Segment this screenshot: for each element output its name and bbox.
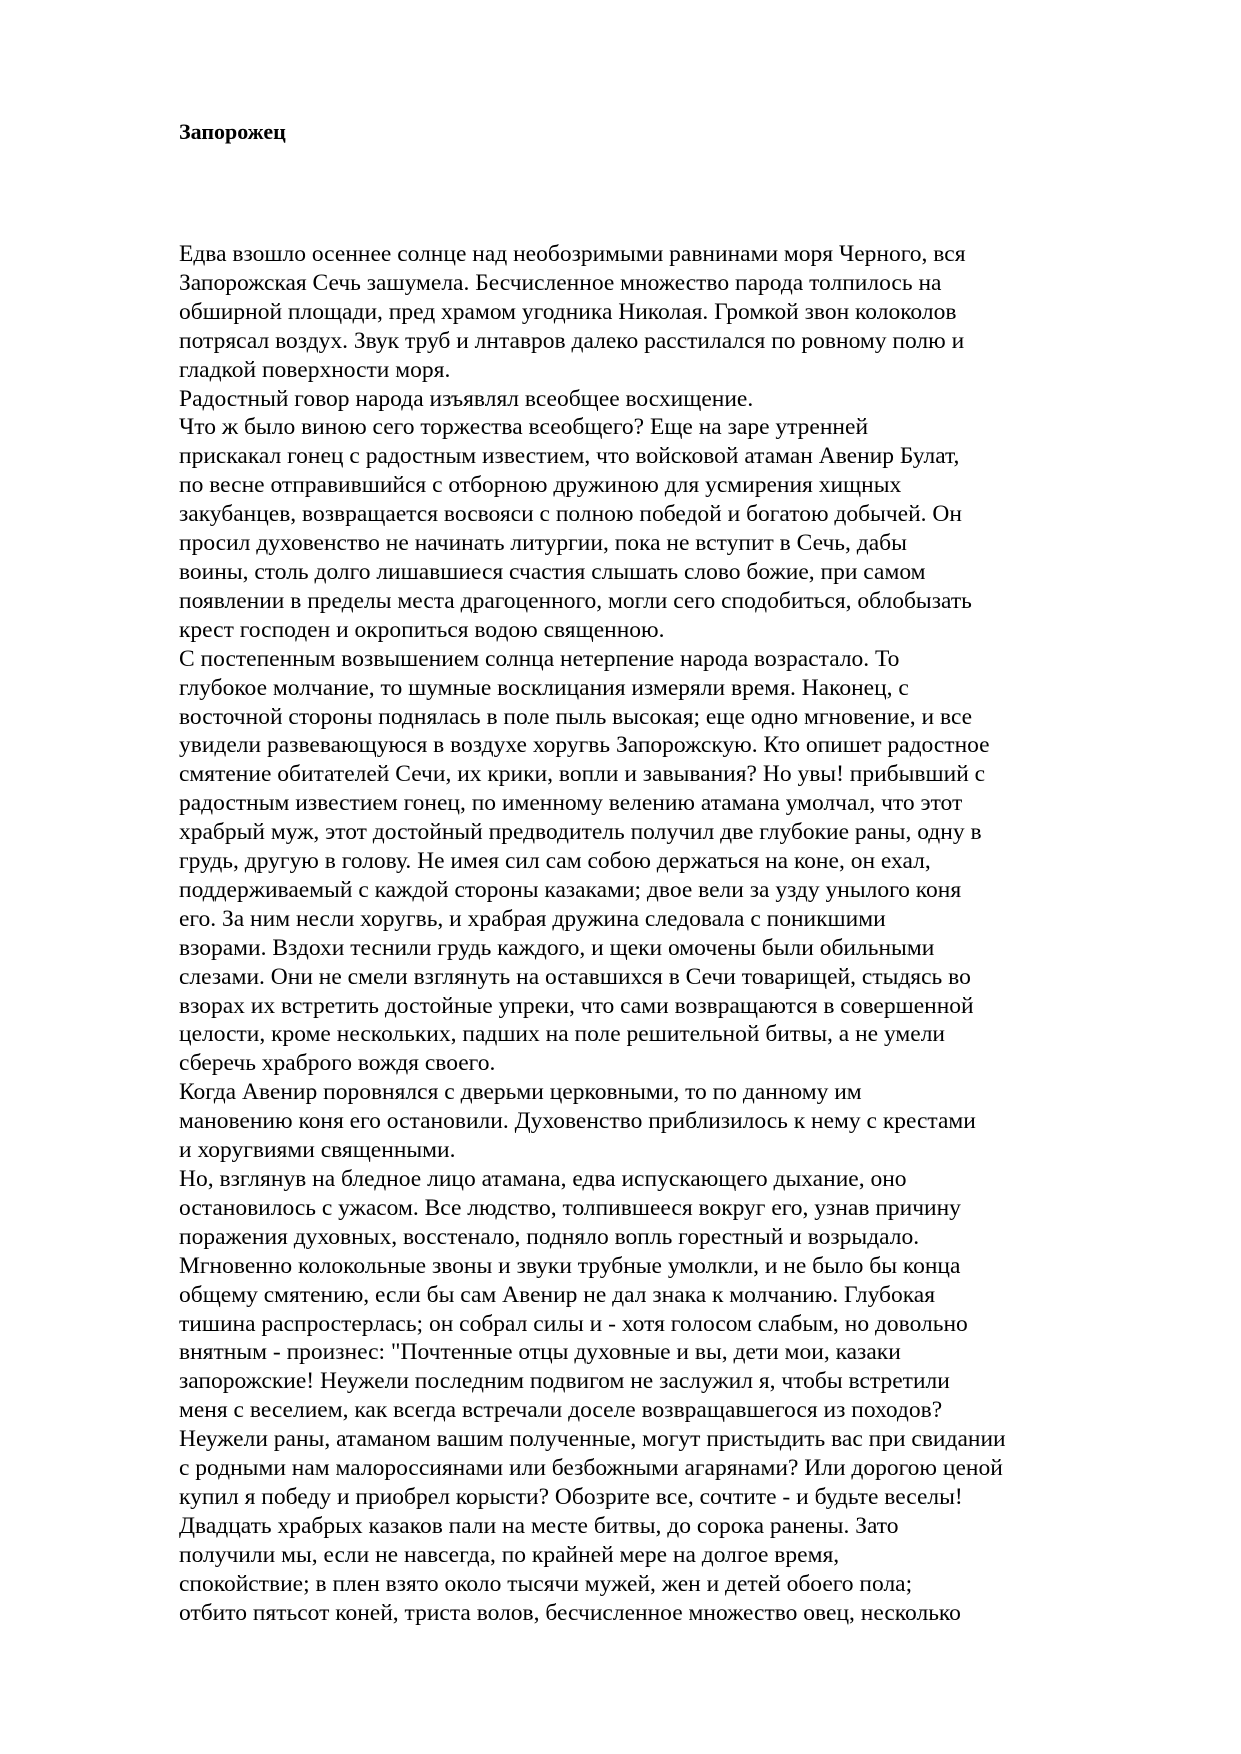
text-line: глубокое молчание, то шумные восклицания измеряли время. Наконец, с bbox=[179, 674, 909, 701]
text-line: увидели развевающуюся в воздухе хоругвь Запорожскую. Кто опишет радостное bbox=[179, 732, 990, 759]
text-line: Когда Авенир поровнялся с дверьми церковными, то по данному им bbox=[179, 1079, 862, 1106]
text-line: Едва взошло осеннее солнце над необозримыми равнинами моря Черного, вся bbox=[179, 241, 966, 267]
text-line: и хоругвиями священными. bbox=[179, 1137, 456, 1164]
text-line: воины, столь долго лишавшиеся счастия слышать слово божие, при самом bbox=[179, 558, 926, 585]
text-line: с родными нам малороссиянами или безбожными агарянами? Или дорогою ценой bbox=[179, 1455, 1003, 1482]
text-line: Двадцать храбрых казаков пали на месте битвы, до сорока ранены. Зато bbox=[179, 1512, 899, 1539]
text-line: появлении в пределы места драгоценного, могли сего сподобиться, облобызать bbox=[179, 587, 972, 614]
text-line: взорами. Вздохи теснили грудь каждого, и щеки омочены были обильными bbox=[179, 934, 935, 961]
text-line: тишина распростерлась; он собрал силы и - хотя голосом слабым, но довольно bbox=[179, 1310, 968, 1337]
text-line: остановилось с ужасом. Все людство, толпившееся вокруг его, узнав причину bbox=[179, 1194, 961, 1221]
text-line: спокойствие; в плен взято около тысячи мужей, жен и детей обоего пола; bbox=[179, 1570, 913, 1597]
text-line: Мгновенно колокольные звоны и звуки трубные умолкли, и не было бы конца bbox=[179, 1252, 961, 1279]
text-line: его. За ним несли хоругвь, и храбрая дружина следовала с поникшими bbox=[179, 905, 886, 932]
text-line: просил духовенство не начинать литургии, пока не вступит в Сечь, дабы bbox=[179, 530, 907, 557]
text-line: по весне отправившийся с отборною дружиною для усмирения хищных bbox=[179, 472, 902, 499]
text-line: купил я победу и приобрел корысти? Обозрите все, сочтите - и будьте веселы! bbox=[179, 1483, 963, 1510]
document-body bbox=[179, 240, 1199, 1628]
text-line: запорожские! Неужели последним подвигом не заслужил я, чтобы встретили bbox=[179, 1368, 950, 1395]
text-line: отбито пятьсот коней, триста волов, бесчисленное множество овец, несколько bbox=[179, 1599, 961, 1626]
text-line: обширной площади, пред храмом угодника Николая. Громкой звон колоколов bbox=[179, 298, 957, 325]
text-line: Неужели раны, атаманом вашим полученные, могут пристыдить вас при свидании bbox=[179, 1426, 1006, 1453]
text-line: восточной стороны поднялась в поле пыль высокая; еще одно мгновение, и все bbox=[179, 703, 973, 730]
text-line: Запорожская Сечь зашумела. Бесчисленное множество парода толпилось на bbox=[179, 269, 942, 296]
text-line: меня с веселием, как всегда встречали доселе возвращавшегося из походов? bbox=[179, 1397, 943, 1424]
text-line: слезами. Они не смели взглянуть на оставшихся в Сечи товарищей, стыдясь во bbox=[179, 963, 971, 990]
text-line: смятение обитателей Сечи, их крики, вопли и завывания? Но увы! прибывший с bbox=[179, 761, 986, 788]
text-line: внятным - произнес: "Почтенные отцы духовные и вы, дети мои, казаки bbox=[179, 1339, 901, 1366]
text-line: поражения духовных, восстенало, подняло вопль горестный и возрыдало. bbox=[179, 1223, 920, 1250]
text-line: поддерживаемый с каждой стороны казаками; двое вели за узду унылого коня bbox=[179, 876, 962, 903]
text-line: гладкой поверхности моря. bbox=[179, 356, 451, 383]
text-line: закубанцев, возвращается восвояси с полною победой и богатою добычей. Он bbox=[179, 501, 962, 528]
text-line: целости, кроме нескольких, падших на поле решительной битвы, а не умели bbox=[179, 1021, 945, 1048]
text-line: мановению коня его остановили. Духовенство приблизилось к нему с крестами bbox=[179, 1108, 976, 1135]
text-line: С постепенным возвышением солнца нетерпение народа возрастало. То bbox=[179, 645, 900, 672]
text-line: получили мы, если не навсегда, по крайней мере на долгое время, bbox=[179, 1541, 840, 1568]
text-line: потрясал воздух. Звук труб и лнтавров далеко расстилался по ровному полю и bbox=[179, 327, 965, 354]
text-line: радостным известием гонец, по именному велению атамана умолчал, что этот bbox=[179, 790, 963, 817]
text-line: общему смятению, если бы сам Авенир не дал знака к молчанию. Глубокая bbox=[179, 1281, 936, 1308]
text-line: прискакал гонец с радостным известием, что войсковой атаман Авенир Булат, bbox=[179, 443, 960, 470]
text-line: сберечь храброго вождя своего. bbox=[179, 1050, 496, 1077]
text-line: грудь, другую в голову. Не имея сил сам собою держаться на коне, он ехал, bbox=[179, 848, 931, 875]
text-line: храбрый муж, этот достойный предводитель получил две глубокие раны, одну в bbox=[179, 819, 982, 846]
document-title: Запорожец bbox=[179, 119, 286, 144]
text-line: Но, взглянув на бледное лицо атамана, едва испускающего дыхание, оно bbox=[179, 1166, 907, 1192]
text-line: Радостный говор народа изъявлял всеобщее восхищение. bbox=[179, 385, 754, 412]
text-line: Что ж было виною сего торжества всеобщего? Еще на заре утренней bbox=[179, 414, 869, 441]
text-line: крест господен и окропиться водою священною. bbox=[179, 616, 665, 643]
text-line: взорах их встретить достойные упреки, что сами возвращаются в совершенной bbox=[179, 992, 974, 1019]
